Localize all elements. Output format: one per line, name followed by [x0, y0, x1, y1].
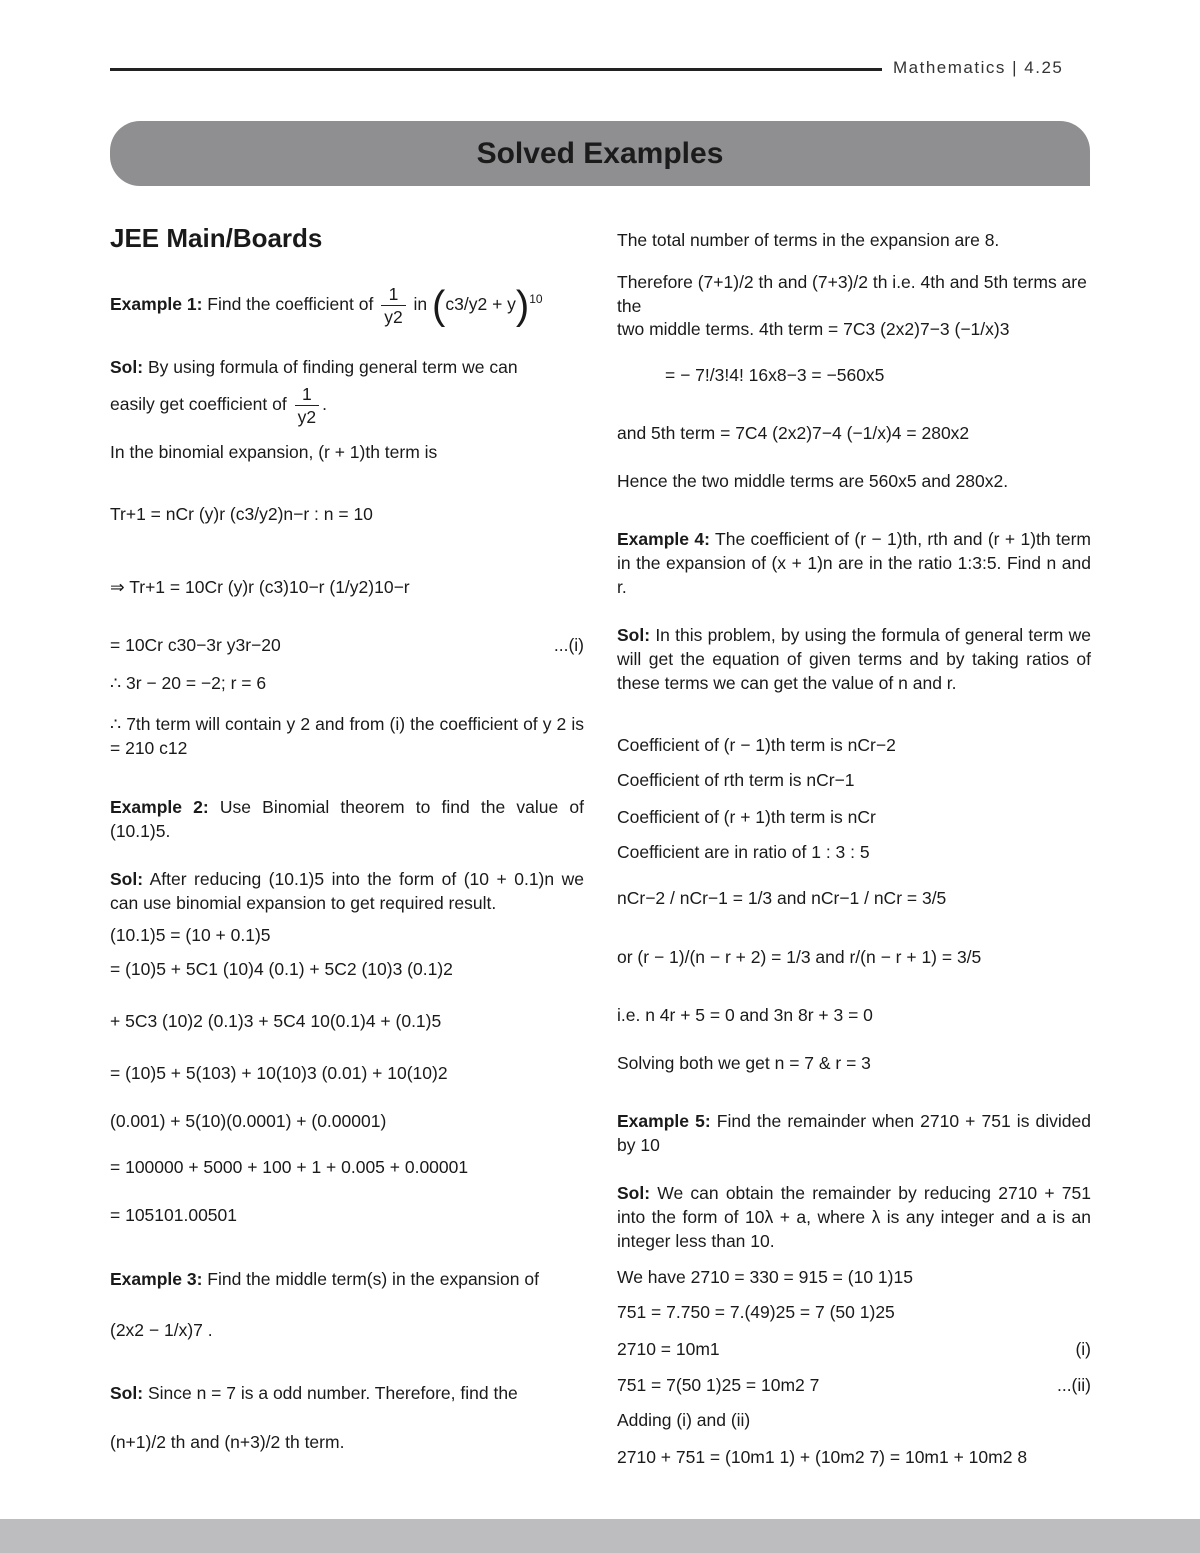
- solution-2: [110, 867, 584, 915]
- example-1-text: Find the coefficient of: [207, 294, 374, 314]
- w-line: 2710 + 751 = (10m1 1) + (10m2 7) = 10m1 + 10m2 8: [617, 1447, 1028, 1467]
- sol-5-label: Sol:: [617, 1183, 651, 1203]
- step-1: ∴ 3r − 20 = −2; r = 6: [110, 673, 267, 693]
- w-line: [617, 1373, 1091, 1397]
- general-term-3-expr: = 10Cr c30−3r y3r−20: [110, 635, 281, 655]
- running-header: [893, 58, 1063, 78]
- example-2-text: Use Binomial theorem to find the value of (10.1)5.: [110, 797, 584, 841]
- solution-3-line2: (n+1)/2 th and (n+3)/2 th term.: [110, 1432, 345, 1452]
- ie-line: i.e. n 4r + 5 = 0 and 3n 8r + 3 = 0: [617, 1005, 873, 1025]
- sol-1-text2: easily get coefficient of: [110, 394, 287, 414]
- r-line: two middle terms. 4th term = 7C3 (2x2)7−3 (−1/x)3: [617, 319, 1010, 339]
- coefficient-line: Coefficient of (r + 1)th term is nCr: [617, 807, 876, 827]
- example-3-text: Find the middle term(s) in the expansion of: [207, 1269, 539, 1289]
- footer-bar: [0, 1519, 1200, 1553]
- sol-5-text: We can obtain the remainder by reducing 2710 + 751 into the form of 10λ + a, where λ is any integer and a is an integer less than 10.: [617, 1183, 1091, 1251]
- solution-1-line2: [110, 382, 584, 428]
- expansion-intro: In the binomial expansion, (r + 1)th term is: [110, 442, 438, 462]
- example-1-label: Example 1:: [110, 294, 203, 314]
- example-5: [617, 1109, 1091, 1157]
- frac-num: 1: [381, 283, 405, 306]
- ratio-line: nCr−2 / nCr−1 = 1/3 and nCr−1 / nCr = 3/5: [617, 888, 947, 908]
- header-separator: |: [1012, 58, 1019, 77]
- solution-4: [617, 623, 1091, 695]
- frac-num: 1: [295, 383, 319, 406]
- e2-line: (10.1)5 = (10 + 0.1)5: [110, 925, 271, 945]
- solution-3: [110, 1381, 584, 1405]
- frac-den: y2: [297, 406, 317, 427]
- general-term-3: [110, 633, 584, 657]
- solution-1: [110, 355, 584, 379]
- sol-3-label: Sol:: [110, 1383, 144, 1403]
- header-rule: [110, 68, 882, 71]
- w-line-expr: 2710 = 10m1: [617, 1339, 720, 1359]
- r-line: = − 7!/3!4! 16x8−3 = −560x5: [665, 365, 885, 385]
- e2-line: = 105101.00501: [110, 1205, 238, 1225]
- fraction: [381, 283, 405, 328]
- equation-tag: (i): [1075, 1339, 1091, 1359]
- sol-2-text: After reducing (10.1)5 into the form of (10 + 0.1)n we can use binomial expansion to get required result.: [110, 869, 584, 913]
- example-2: [110, 795, 584, 843]
- sol-3-text: Since n = 7 is a odd number. Therefore, find the: [147, 1383, 518, 1403]
- w-line: 751 = 7.750 = 7.(49)25 = 7 (50 1)25: [617, 1302, 895, 1322]
- coefficient-line: Coefficient are in ratio of 1 : 3 : 5: [617, 842, 870, 862]
- general-term: Tr+1 = nCr (y)r (c3/y2)n−r : n = 10: [110, 504, 373, 524]
- e2-line: (0.001) + 5(10)(0.0001) + (0.00001): [110, 1111, 387, 1131]
- r-line: Hence the two middle terms are 560x5 and 280x2.: [617, 471, 1009, 491]
- ratio-line: or (r − 1)/(n − r + 2) = 1/3 and r/(n − r + 1) = 3/5: [617, 947, 982, 967]
- sol-4-label: Sol:: [617, 625, 651, 645]
- e2-line: = 100000 + 5000 + 100 + 1 + 0.005 + 0.00001: [110, 1157, 469, 1177]
- period: .: [322, 394, 327, 414]
- sol-1-label: Sol:: [110, 357, 144, 377]
- sol-4-text: In this problem, by using the formula of general term we will get the equation of given terms and by taking ratios of these terms we can get the value of n and r.: [617, 625, 1091, 693]
- equation-tag: ...(i): [553, 635, 584, 655]
- step-2: ∴ 7th term will contain y 2 and from (i) the coefficient of y 2 is = 210 c12: [110, 714, 584, 758]
- r-line: The total number of terms in the expansion are 8.: [617, 230, 1000, 250]
- header-page: 4.25: [1024, 58, 1064, 77]
- r-line: Therefore (7+1)/2 th and (7+3)/2 th i.e. 4th and 5th terms are the: [617, 272, 1087, 316]
- coefficient-line: Coefficient of (r − 1)th term is nCr−2: [617, 735, 896, 755]
- power: 10: [529, 292, 543, 307]
- in-word: in: [413, 294, 428, 314]
- w-line-expr: 751 = 7(50 1)25 = 10m2 7: [617, 1375, 820, 1395]
- equation-tag: ...(ii): [1056, 1375, 1091, 1395]
- example-4-label: Example 4:: [617, 529, 710, 549]
- w-line: We have 2710 = 330 = 915 = (10 1)15: [617, 1267, 913, 1287]
- w-line: Adding (i) and (ii): [617, 1410, 751, 1430]
- example-3: [110, 1267, 584, 1291]
- paren-open: (: [432, 283, 446, 328]
- general-term-2: ⇒ Tr+1 = 10Cr (y)r (c3)10−r (1/y2)10−r: [110, 577, 410, 597]
- header-subject: Mathematics: [893, 58, 1006, 77]
- example-1: [110, 282, 584, 328]
- example-5-text: Find the remainder when 2710 + 751 is divided by 10: [617, 1111, 1091, 1155]
- banner-title: Solved Examples: [476, 137, 724, 170]
- solving-line: Solving both we get n = 7 & r = 3: [617, 1053, 871, 1073]
- w-line: [617, 1337, 1091, 1361]
- example-3-label: Example 3:: [110, 1269, 203, 1289]
- coefficient-line: Coefficient of rth term is nCr−1: [617, 770, 855, 790]
- example-4: [617, 527, 1091, 599]
- section-banner: [110, 121, 1090, 186]
- example-3-expr: (2x2 − 1/x)7 .: [110, 1320, 213, 1340]
- r-line: and 5th term = 7C4 (2x2)7−4 (−1/x)4 = 280x2: [617, 423, 970, 443]
- section-title: JEE Main/Boards: [110, 223, 323, 253]
- sol-2-label: Sol:: [110, 869, 144, 889]
- frac-den: y2: [384, 306, 403, 327]
- e2-line: + 5C3 (10)2 (0.1)3 + 5C4 10(0.1)4 + (0.1)5: [110, 1011, 442, 1031]
- example-5-label: Example 5:: [617, 1111, 711, 1131]
- example-4-text: The coefficient of (r − 1)th, rth and (r + 1)th term in the expansion of (x + 1)n are in the ratio 1:3:5. Find n and r.: [617, 529, 1092, 597]
- solution-5: [617, 1181, 1091, 1253]
- sol-1-text: By using formula of finding general term we can: [147, 357, 518, 377]
- inner-expression: c3/y2 + y: [445, 294, 516, 314]
- e2-line: = (10)5 + 5(103) + 10(10)3 (0.01) + 10(10)2: [110, 1063, 448, 1083]
- example-2-label: Example 2:: [110, 797, 209, 817]
- paren-close: ): [515, 283, 530, 328]
- e2-line: = (10)5 + 5C1 (10)4 (0.1) + 5C2 (10)3 (0.1)2: [110, 959, 453, 979]
- fraction: [295, 383, 319, 428]
